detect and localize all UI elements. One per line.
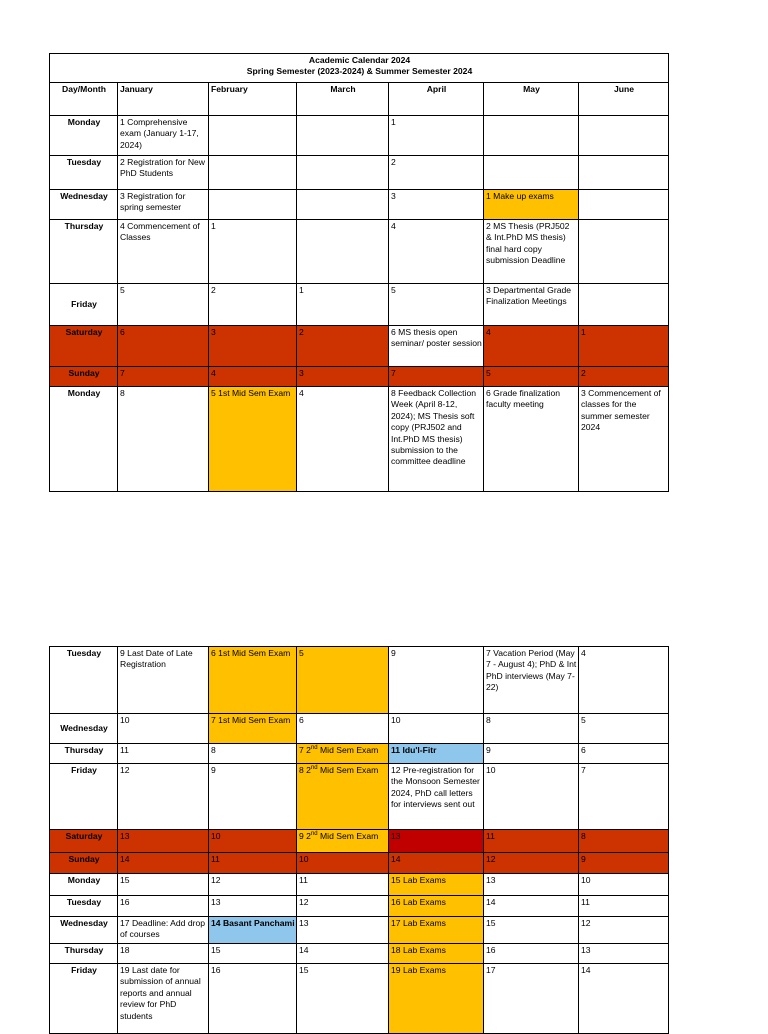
date-cell: 5 xyxy=(579,714,669,744)
event-cell: 6 MS thesis open seminar/ poster session xyxy=(389,326,484,367)
date-cell: 11 xyxy=(484,830,579,853)
table-row xyxy=(50,387,669,492)
date-cell: 8 Feedback Collection Week (April 8-12, 2024); MS Thesis soft copy (PRJ502 and Int.PhD MS thesis) submission to the committee deadline xyxy=(389,387,484,492)
date-cell: 2 xyxy=(209,284,297,326)
date-cell xyxy=(209,156,297,190)
date-cell: 4 xyxy=(297,387,389,492)
exam-cell: 7 1st Mid Sem Exam xyxy=(209,714,297,744)
date-cell: 1 xyxy=(389,116,484,156)
table-row xyxy=(50,896,669,917)
date-cell: 19 Last date for submission of annual reports and annual review for PhD students xyxy=(118,964,209,1034)
table-row-weekend xyxy=(50,367,669,387)
day-label: Wednesday xyxy=(50,190,118,220)
date-cell: 5 xyxy=(118,284,209,326)
date-cell: 8 xyxy=(118,387,209,492)
date-cell: 10 xyxy=(579,874,669,896)
date-cell: 14 xyxy=(118,853,209,874)
date-cell: 16 xyxy=(484,944,579,964)
date-cell: 13 xyxy=(579,944,669,964)
date-cell: 17 xyxy=(484,964,579,1034)
date-cell: 16 xyxy=(118,896,209,917)
table-row xyxy=(50,714,669,744)
table-row xyxy=(50,116,669,156)
date-cell: 15 xyxy=(209,944,297,964)
exam-cell: 18 Lab Exams xyxy=(389,944,484,964)
date-cell: 3 Registration for spring semester xyxy=(118,190,209,220)
date-cell: 9 xyxy=(579,853,669,874)
date-cell: 13 xyxy=(297,917,389,944)
date-cell: 8 xyxy=(484,714,579,744)
day-label: Sunday xyxy=(50,367,118,387)
holiday-cell: 11 Idu'l-Fitr xyxy=(389,744,484,764)
exam-cell xyxy=(297,764,389,830)
header-june: June xyxy=(579,83,669,116)
date-cell: 10 xyxy=(297,853,389,874)
table-row xyxy=(50,190,669,220)
ordinal-suffix: nd xyxy=(310,745,318,752)
date-cell: 5 xyxy=(389,284,484,326)
date-cell: 8 xyxy=(579,830,669,853)
date-cell: 5 xyxy=(297,647,389,714)
date-cell xyxy=(209,190,297,220)
date-cell: 9 xyxy=(389,647,484,714)
date-cell: 1 xyxy=(579,326,669,367)
date-cell: 15 xyxy=(118,874,209,896)
day-label: Friday xyxy=(50,764,118,830)
calendar-title xyxy=(50,54,669,83)
date-cell: 14 xyxy=(484,896,579,917)
exam-cell-prefix: 7 2 xyxy=(299,745,311,755)
date-cell: 6 Grade finalization faculty meeting xyxy=(484,387,579,492)
date-cell: 7 Vacation Period (May 7 - August 4); PhD & Int PhD interviews (May 7-22) xyxy=(484,647,579,714)
table-row xyxy=(50,874,669,896)
table-row xyxy=(50,917,669,944)
subtitle-text: Spring Semester (2023-2024) & Summer Semester 2024 xyxy=(246,66,473,77)
exam-cell-suffix: Mid Sem Exam xyxy=(317,831,379,841)
day-label: Saturday xyxy=(50,326,118,367)
date-cell: 11 xyxy=(579,896,669,917)
date-cell: 7 xyxy=(579,764,669,830)
header-march: March xyxy=(297,83,389,116)
date-cell xyxy=(297,190,389,220)
day-label: Friday xyxy=(50,964,118,1034)
table-row xyxy=(50,744,669,764)
date-cell: 2 xyxy=(579,367,669,387)
exam-cell: 5 1st Mid Sem Exam xyxy=(209,387,297,492)
day-label: Tuesday xyxy=(50,156,118,190)
day-label: Monday xyxy=(50,116,118,156)
header-may: May xyxy=(484,83,579,116)
date-cell: 6 xyxy=(118,326,209,367)
date-cell: 4 Commencement of Classes xyxy=(118,220,209,284)
date-cell: 10 xyxy=(389,714,484,744)
day-label: Thursday xyxy=(50,220,118,284)
date-cell: 6 xyxy=(297,714,389,744)
day-label: Thursday xyxy=(50,744,118,764)
title-text: Academic Calendar 2024 xyxy=(308,55,411,65)
day-label: Sunday xyxy=(50,853,118,874)
exam-cell: 6 1st Mid Sem Exam xyxy=(209,647,297,714)
date-cell xyxy=(579,116,669,156)
date-cell: 9 Last Date of Late Registration xyxy=(118,647,209,714)
date-cell: 13 xyxy=(118,830,209,853)
date-cell: 17 Deadline: Add drop of courses xyxy=(118,917,209,944)
date-cell: 2 Registration for New PhD Students xyxy=(118,156,209,190)
table-row xyxy=(50,647,669,714)
date-cell: 12 xyxy=(118,764,209,830)
date-cell: 14 xyxy=(297,944,389,964)
exam-cell-suffix: Mid Sem Exam xyxy=(317,745,379,755)
exam-cell-prefix: 8 2 xyxy=(299,765,311,775)
day-label: Wednesday xyxy=(50,714,118,744)
ordinal-suffix: nd xyxy=(310,765,318,772)
holiday-cell: 14 Basant Panchami xyxy=(209,917,297,944)
calendar-table-top xyxy=(49,53,669,492)
date-cell: 3 xyxy=(297,367,389,387)
date-cell xyxy=(579,220,669,284)
exam-cell: 17 Lab Exams xyxy=(389,917,484,944)
date-cell: 12 xyxy=(484,853,579,874)
table-row-weekend xyxy=(50,853,669,874)
table-row xyxy=(50,944,669,964)
exam-cell xyxy=(297,744,389,764)
date-cell: 18 xyxy=(118,944,209,964)
date-cell: 12 Pre-registration for the Monsoon Semester 2024, PhD call letters for interviews sent out xyxy=(389,764,484,830)
date-cell: 2 MS Thesis (PRJ502 & Int.PhD MS thesis) final hard copy submission Deadline xyxy=(484,220,579,284)
date-cell: 9 xyxy=(484,744,579,764)
date-cell xyxy=(297,116,389,156)
day-label: Monday xyxy=(50,874,118,896)
exam-cell-suffix: Mid Sem Exam xyxy=(317,765,379,775)
date-cell: 11 xyxy=(118,744,209,764)
date-cell: 14 xyxy=(389,853,484,874)
date-cell: 11 xyxy=(297,874,389,896)
exam-cell: 19 Lab Exams xyxy=(389,964,484,1034)
exam-cell: 16 Lab Exams xyxy=(389,896,484,917)
day-label: Monday xyxy=(50,387,118,492)
date-cell xyxy=(484,156,579,190)
day-label: Saturday xyxy=(50,830,118,853)
header-february: February xyxy=(209,83,297,116)
date-cell: 13 xyxy=(209,896,297,917)
date-cell: 2 xyxy=(297,326,389,367)
date-cell: 8 xyxy=(209,744,297,764)
ordinal-suffix: nd xyxy=(310,831,318,838)
header-row xyxy=(50,83,669,116)
date-cell: 1 Comprehensive exam (January 1-17, 2024) xyxy=(118,116,209,156)
date-cell: 5 xyxy=(484,367,579,387)
date-cell: 4 xyxy=(389,220,484,284)
date-cell: 12 xyxy=(209,874,297,896)
table-row xyxy=(50,220,669,284)
date-cell: 4 xyxy=(484,326,579,367)
date-cell: 15 xyxy=(297,964,389,1034)
date-cell: 6 xyxy=(579,744,669,764)
date-cell: 2 xyxy=(389,156,484,190)
table-row-weekend xyxy=(50,326,669,367)
date-cell: 4 xyxy=(209,367,297,387)
date-cell: 11 xyxy=(209,853,297,874)
table-row xyxy=(50,764,669,830)
table-row xyxy=(50,964,669,1034)
date-cell: 7 xyxy=(118,367,209,387)
date-cell xyxy=(579,284,669,326)
date-cell: 13 xyxy=(389,830,484,853)
date-cell: 10 xyxy=(118,714,209,744)
date-cell: 12 xyxy=(297,896,389,917)
table-row-weekend xyxy=(50,830,669,853)
exam-cell-prefix: 9 2 xyxy=(299,831,311,841)
date-cell: 10 xyxy=(209,830,297,853)
date-cell xyxy=(484,116,579,156)
date-cell: 12 xyxy=(579,917,669,944)
date-cell: 3 Commencement of classes for the summer semester 2024 xyxy=(579,387,669,492)
exam-cell: 15 Lab Exams xyxy=(389,874,484,896)
date-cell: 3 Departmental Grade Finalization Meetings xyxy=(484,284,579,326)
date-cell: 10 xyxy=(484,764,579,830)
header-day-month: Day/Month xyxy=(50,83,118,116)
date-cell xyxy=(209,116,297,156)
table-row xyxy=(50,284,669,326)
day-label: Thursday xyxy=(50,944,118,964)
day-label: Wednesday xyxy=(50,917,118,944)
exam-cell xyxy=(297,830,389,853)
date-cell xyxy=(297,156,389,190)
date-cell: 9 xyxy=(209,764,297,830)
date-cell: 3 xyxy=(389,190,484,220)
date-cell: 3 xyxy=(209,326,297,367)
day-label: Tuesday xyxy=(50,896,118,917)
date-cell: 14 xyxy=(579,964,669,1034)
calendar-table-bottom xyxy=(49,646,669,1034)
day-label: Tuesday xyxy=(50,647,118,714)
header-january: January xyxy=(118,83,209,116)
date-cell: 15 xyxy=(484,917,579,944)
table-row xyxy=(50,156,669,190)
date-cell xyxy=(297,220,389,284)
exam-cell: 1 Make up exams xyxy=(484,190,579,220)
date-cell: 13 xyxy=(484,874,579,896)
date-cell: 7 xyxy=(389,367,484,387)
day-label: Friday xyxy=(50,284,118,326)
date-cell: 1 xyxy=(297,284,389,326)
date-cell: 4 xyxy=(579,647,669,714)
date-cell: 1 xyxy=(209,220,297,284)
header-april: April xyxy=(389,83,484,116)
date-cell: 16 xyxy=(209,964,297,1034)
date-cell xyxy=(579,156,669,190)
date-cell xyxy=(579,190,669,220)
